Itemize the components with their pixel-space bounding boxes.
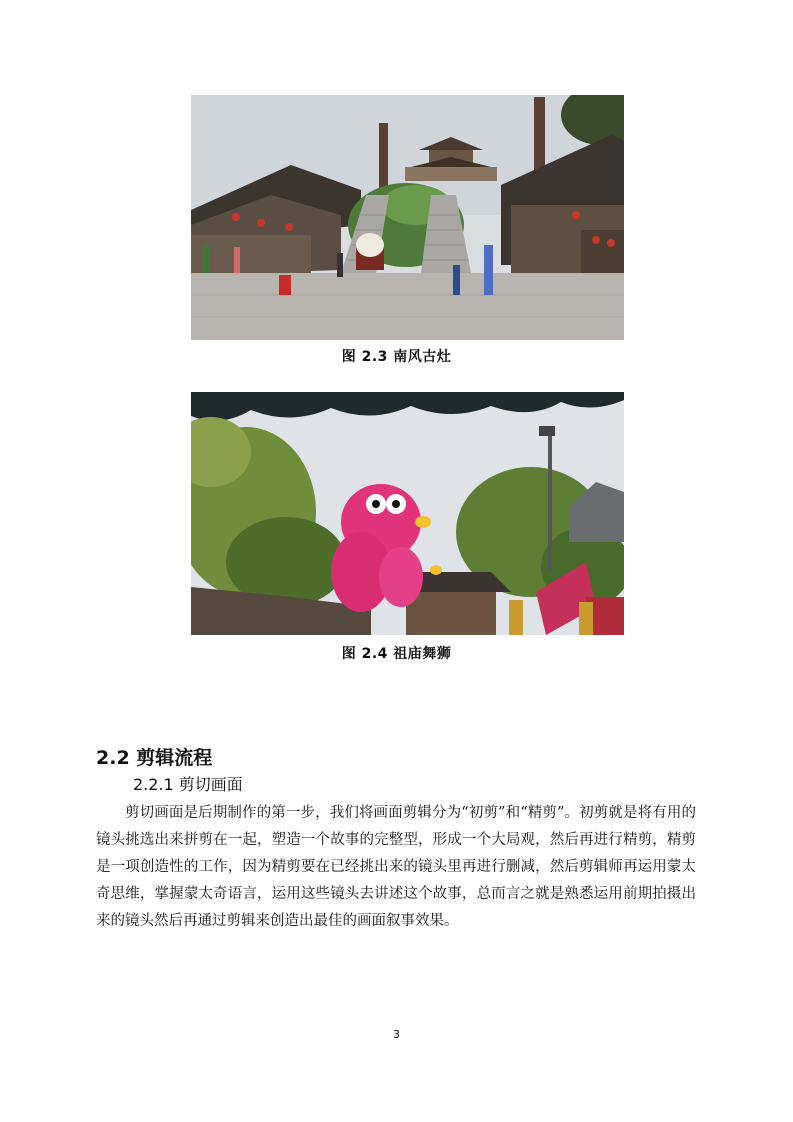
page-number: 3: [393, 1028, 400, 1041]
figure-lion-dance-photo: [191, 392, 624, 635]
nanfeng-photo-illustration: [191, 95, 624, 340]
lion-dance-photo-illustration: [191, 392, 624, 635]
figure-caption: 图 2.3 南风古灶: [341, 349, 452, 365]
figure-caption: 图 2.4 祖庙舞狮: [341, 646, 452, 662]
body-paragraph: 剪切画面是后期制作的第一步，我们将画面剪辑分为“初剪”和“精剪”。初剪就是将有用的镜头挑选出来拼剪在一起，塑造一个故事的完整型，形成一个大局观，然后再进行精剪，精剪是一项创造性的工作，因为精剪要在已经挑出来的镜头里再进行删减，然后剪辑师再运用蒙太奇思维，掌握蒙太奇语言，运用这些镜头去讲述这个故事，总而言之就是熟悉运用前期拍摄出来的镜头然后再通过剪辑来创造出最佳的画面叙事效果。: [96, 805, 696, 929]
figure-nanfeng-photo: [191, 95, 624, 340]
subsection-heading: 2.2.1 剪切画面: [133, 775, 243, 794]
section-heading: 2.2 剪辑流程: [96, 747, 213, 769]
